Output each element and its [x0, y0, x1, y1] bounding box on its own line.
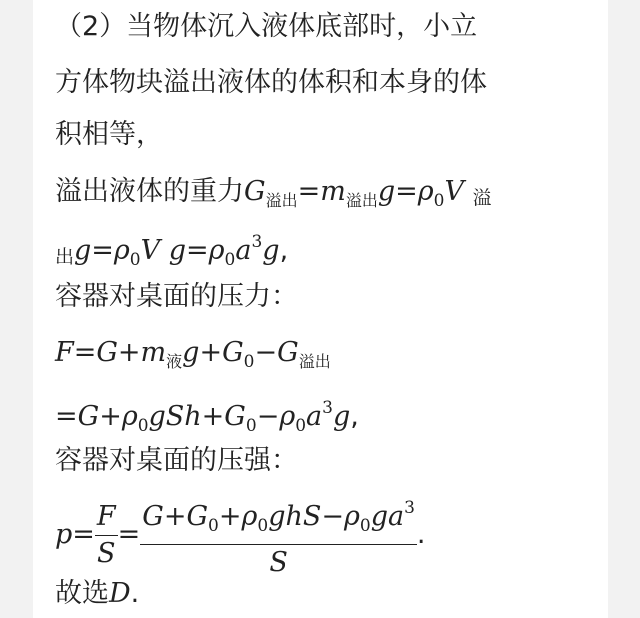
answer-prefix: 故选	[55, 578, 109, 609]
overflow-weight-label: 溢出液体的重力	[55, 176, 244, 207]
answer-line	[55, 578, 139, 610]
formula-pressure: p= $\frac{F}{S}$ = $\frac{G+G_0+\rho_0ghS-\rho_0ga^3}{S}$	[55, 519, 417, 550]
text-line-2: 方体物块溢出液体的体积和本身的体	[55, 67, 487, 98]
overflow-weight-line-cont: $_出g=\rho_0V$ $g=\rho_0a^3g$,	[55, 232, 289, 270]
formula-force-expanded: $=G+\rho_0gSh+G_0-\rho_0a^3g$	[55, 398, 351, 436]
force-formula-line	[55, 337, 331, 378]
formula-g-rho-v: $g=\rho_0V$ $g=\rho_0a^3g$	[74, 232, 280, 270]
formula-g-overflow: $G_{溢出}=m_{溢出}g=\rho_0V$	[244, 176, 473, 211]
solution-document	[33, 0, 608, 618]
answer-letter: D	[109, 578, 131, 609]
text-line-pressure-force: 容器对桌面的压力：	[55, 281, 298, 312]
overflow-sub-split-b: 出	[55, 246, 75, 268]
force-formula-line-cont: $=G+\rho_0gSh+G_0-\rho_0a^3g$,	[55, 398, 359, 436]
overflow-sub-split-a: 溢	[472, 187, 492, 209]
overflow-weight-line	[55, 176, 492, 217]
answer-period: .	[130, 578, 140, 609]
formula-force: $F=G+m_液g+G_0-G_{溢出}$	[55, 337, 331, 372]
fraction-pressure-expanded: $\frac{G+G_0+\rho_0ghS-\rho_0ga^3}{S}$	[140, 492, 417, 579]
text-line-1: （2）当物体沉入液体底部时，小立	[55, 11, 478, 42]
text-line-3: 积相等，	[55, 119, 163, 150]
pressure-formula-line: p= $\frac{F}{S}$ = $\frac{G+G_0+\rho_0ghS-\rho_0ga^3}{S}$ .	[55, 492, 426, 579]
text-line-pressure: 容器对桌面的压强：	[55, 445, 298, 476]
fraction-f-over-s: $\frac{F}{S}$	[96, 501, 116, 569]
